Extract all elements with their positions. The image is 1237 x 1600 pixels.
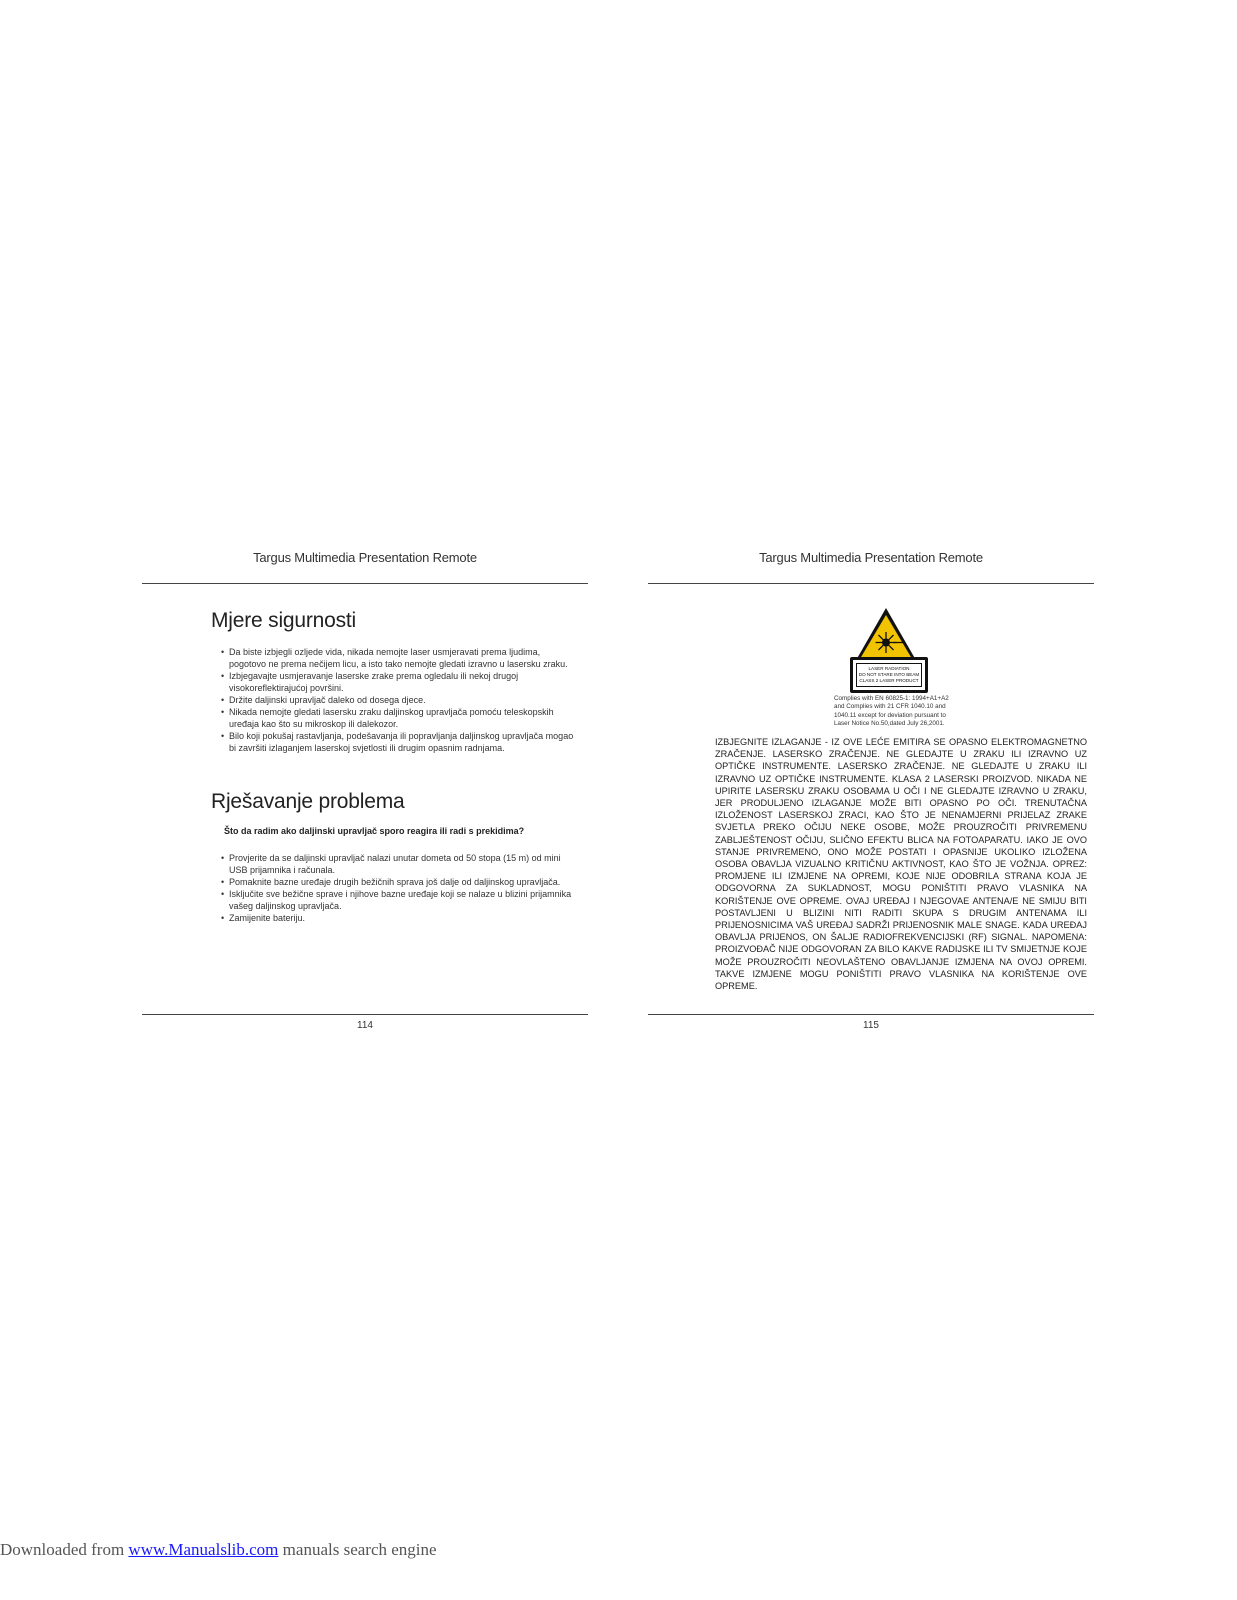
compliance-line: Laser Notice No.50,dated July 26,2001. — [834, 720, 945, 728]
left-page — [142, 550, 588, 1030]
section-title-troubleshooting: Rješavanje problema — [211, 790, 405, 813]
compliance-line: Complies with EN 60825-1: 1994+A1+A2 — [834, 695, 949, 702]
manualslib-link[interactable]: www.Manualslib.com — [128, 1540, 279, 1559]
safety-list — [221, 646, 576, 754]
right-page — [648, 550, 1094, 1030]
header-divider — [648, 583, 1094, 584]
section-title-safety: Mjere sigurnosti — [211, 609, 357, 632]
page-number: 115 — [863, 1020, 879, 1031]
footer-divider — [648, 1014, 1094, 1015]
footer-prefix: Downloaded from — [0, 1540, 129, 1559]
laser-warning-notice: IZBJEGNITE IZLAGANJE - IZ OVE LEĆE EMITIRA SE OPASNO ELEKTROMAGNETNO ZRAČENJE. LASERSKO ZRAČENJE. NE GLEDAJTE U ZRAKU ILI IZRAVNO UZ OPTIČKE INSTRUMENTE. LASERSKO ZRAČENJE. NE GLEDAJTE U ZRAKU ILI IZRAVNO UZ OPTIČKE INSTRUMENTE. KLASA 2 LASERSKI PROIZVOD. NIKADA NE UPIRITE LASERSKU ZRAKU OSOBAMA U OČI I NE GLEDAJTE IZRAVNO U ZRAKU, JER PRODULJENO IZLAGANJE MOŽE BITI OPASNO PO OČI. TRENUTAČNA IZLOŽENOST LASERSKOJ ZRACI, KAO ŠTO JE NENAMJERNI PRIJELAZ ZRAKE SVJETLA PREKO OČIJU NEKE OSOBE, MOŽE PROUZROČITI PRIVREMENU ZABLJEŠTENOST OČIJU, SLIČNO EFEKTU BLICA NA FOTOAPARATU. IAKO JE OVO STANJE PRIVREMENO, ONO MOŽE POSTATI I OPASNIJE UKOLIKO IZLOŽENA OSOBA OBAVLJA VIZUALNO KRITIČNU AKTIVNOST, KAO ŠTO JE VOŽNJA. OPREZ: PROMJENE ILI IZMJENE NA OPREMI, KOJE NIJE ODOBRILA STRANA KOJA JE ODGOVORNA ZA SUKLADNOST, MOGU PONIŠTITI PRAVO VLASNIKA NA KORIŠTENJE OVE OPREME. OVAJ UREĐAJ I NJEGOVAE ANTENA/E NE SMIJU BITI POSTAVLJENI U BLIZINI NITI RADITI SKUPA S DRUGIM ANTENAMA ILI PRIJENOSNICIMA VAŠ UREĐAJ SADRŽI PRIJENOSNIK MALE SNAGE. KADA UREĐAJ OBAVLJA PRIJENOS, ON ŠALJE RADIOFREKVENCIJSKI (RF) SIGNAL. NAPOMENA: PROIZVOĐAČ NIJE ODGOVORAN ZA BILO KAKVE RADIJSKE ILI TV SMIJETNJE KOJE MOŽE PROUZROČITI NEOVLAŠTENO OBAVLJANJE IZMJENA NA OVOJ OPREMI. TAKVE IZMJENE MOGU PONIŠTITI PRAVO VLASNIKA NA KORIŠTENJE OVE OPREME. — [715, 737, 1087, 992]
list-item: • Izbjegavajte usmjeravanje laserske zrake prema ogledalu ili nekoj drugoj visokoreflektirajućoj površini. — [221, 670, 576, 694]
laser-label-line: DO NOT STARE INTO BEAM — [858, 672, 920, 678]
laser-source-dot — [882, 639, 890, 647]
footer-suffix: manuals search engine — [278, 1540, 437, 1559]
laser-class-label — [850, 657, 928, 693]
running-header: Targus Multimedia Presentation Remote — [759, 550, 983, 565]
footer-divider — [142, 1014, 588, 1015]
header-divider — [142, 583, 588, 584]
list-item: • Nikada nemojte gledati lasersku zraku daljinskog upravljača pomoću teleskopskih uređaja kao što su mikroskop ili dalekozor. — [221, 706, 576, 730]
compliance-statement — [834, 695, 964, 729]
compliance-line: 1040.11 except for deviation pursuant to — [834, 711, 946, 719]
list-item: • Da biste izbjegli ozljede vida, nikada nemojte laser usmjeravati prema ljudima, pogotovo ne prema nečijem licu, a isto tako nemojte gledati izravno u lasersku zraku. — [221, 646, 576, 670]
list-item: • Zamijenite bateriju. — [221, 912, 576, 924]
download-footer — [0, 1540, 437, 1560]
troubleshooting-question: Što da radim ako daljinski upravljač sporo reagira ili radi s prekidima? — [224, 826, 525, 836]
laser-label-line: CLASS 2 LASER PRODUCT — [859, 678, 919, 684]
list-item: • Držite daljinski upravljač daleko od dosega djece. — [221, 694, 576, 706]
list-item: • Pomaknite bazne uređaje drugih bežičnih sprava još dalje od daljinskog upravljača. — [221, 876, 576, 888]
list-item: • Bilo koji pokušaj rastavljanja, podešavanja ili popravljanja daljinskog upravljača mogao bi završiti izlaganjem laserskoj svjetlosti ili drugim opasnim radnjama. — [221, 730, 576, 754]
troubleshooting-list — [221, 852, 576, 924]
laser-label-line: LASER RADIATION — [868, 666, 910, 671]
page-number: 114 — [357, 1020, 373, 1031]
list-item: • Isključite sve bežične sprave i njihove bazne uređaje koji se nalaze u blizini prijamnika vašeg daljinskog upravljača. — [221, 888, 576, 912]
list-item: • Provjerite da se daljinski upravljač nalazi unutar dometa od 50 stopa (15 m) od mini USB prijamnika i računala. — [221, 852, 576, 876]
running-header: Targus Multimedia Presentation Remote — [253, 550, 477, 565]
compliance-line: and Complies with 21 CFR 1040.10 and — [834, 703, 946, 711]
